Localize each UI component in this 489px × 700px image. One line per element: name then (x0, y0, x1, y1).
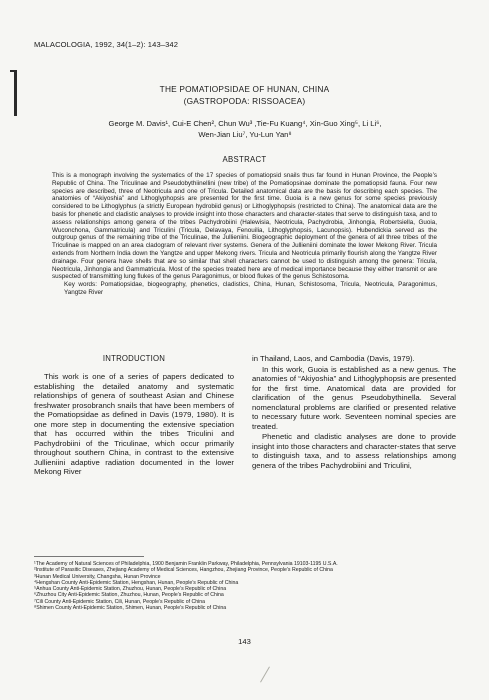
footnote: ⁸Shimen County Anti-Epidemic Station, Shimen, Hunan, People’s Republic of China (34, 605, 227, 612)
intro-paragraph: Phenetic and cladistic analyses are done to provide insight into those characters and character-states that serve to distinguish taxa, and to assess relationships among genera of the tribes Pachydrobiini and Triculini, (252, 432, 456, 470)
author-list (50, 118, 440, 140)
footnote: ⁷Cili County Anti-Epidemic Station, Cili, Hunan, People’s Republic of China (34, 598, 206, 605)
author-line: Wen-Jian Liu⁷, Yu-Lun Yan⁸ (198, 130, 292, 139)
intro-paragraph: In this work, Guoia is established as a new genus. The anatomies of “Akiyoshia” and Lithoglyphopsis are presented for the first time. Anatomical data are provided for clarification of the genus Pseudobythinella. Several nomenclatural problems are clarified or presented relative to necessary future work. Seventeen nominal species are treated. (252, 364, 456, 431)
scan-mark (260, 666, 270, 682)
footnote: ⁶Zhuzhou City Anti-Epidemic Station, Zhuzhou, Hunan, People’s Republic of China (34, 592, 224, 599)
footnote: ¹The Academy of Natural Sciences of Philadelphia, 1900 Benjamin Franklin Parkway, Philadelphia, Pennsylvania 19103-1195 U.S.A. (34, 561, 338, 567)
article-subtitle: (GASTROPODA: RISSOACEA) (183, 96, 306, 106)
footnote-rule (34, 556, 144, 557)
abstract-body (52, 172, 437, 297)
author-line: George M. Davis¹, Cui-E Chen², Chun Wu³ ,Tie-Fu Kuang⁴, Xin-Guo Xing⁵, Li Li⁶, (108, 119, 382, 128)
journal-citation: MALACOLOGIA, 1992, 34(1–2): 143–342 (34, 40, 179, 49)
page-number: 143 (238, 637, 251, 646)
footnote: ³Hunan Medical University, Changsha, Hunan Province (34, 573, 161, 580)
introduction-heading: INTRODUCTION (102, 354, 166, 363)
footnote: ⁴Hengshan County Anti-Epidemic Station, Hengshan, Hunan, People’s Republic of China (34, 579, 239, 586)
intro-paragraph: This work is one of a series of papers dedicated to establishing the detailed anatomy and systematic relationships of genera of southeast Asian and Chinese freshwater prosobranch snails that have been members of the Pomatiopsidae as defined in Davis (1979, 1980). It is one more step in documenting the extensive speciation that has occurred within the tribes Triculini and Pachydrobiini of the Triculinae, which occur primarily throughout southern China, in contrast to the extensive Jullieniini adaptive radiation documented in the lower Mekong River (34, 372, 234, 476)
left-column (34, 372, 234, 477)
footnotes (34, 561, 456, 611)
abstract-paragraph: This is a monograph involving the systematics of the 17 species of pomatiopsid snails thus far found in Hunan Province, the People’s Republic of China. The Triculinae and Pseudobythiinellini (new tribe) of the Pomatiopsinae dominate the pomatiopsid fauna. Four new species are described, three of Neotricula and one of Tricula. Detailed anatomical data are the basis for describing each species. The anatomies of “Akiyoshia” and Lithoglyphopsis are presented for the first time. Guoia is a new genus for some species previously considered to be Lithoglyphus (a strictly European hydrobiid genus) or Lithoglyphopsis (restricted to China). The anatomical data are the basis for phenetic and cladistic analyses to provide insight into those characters and character-states that serve to distinguish taxa, and to assess relationships among genera of the tribes Pachydrobiini (Halewisia, Neotricula, Pachydrobia, Jinhongia, Robertsiella, Guoia, Wuconchona, Gammatricula) and Triculini (Tricula, Delavaya, Fenouilia, Lithoglyphopsis, Lacunopsis). Hubendickia served as the outgroup genus of the remaining tribe of the Triculinae, the Jullieniini. Biogeographic deployment of the genera of all three tribes of the Triculinae is mapped on an area cladogram of relevant river systems. Genera of the Jullieniini dominate the lower Mekong River. Tricula extends from Northern India down the Yangtze and upper Mekong rivers. Tricula and Neotricula primarily flourish along the Yangtze River drainage. Four genera have shells that are so similar that shell characters cannot be used to distinguish among the genera: Tricula, Neotricula, Jinhongia and Gammatricula. Most of the species treated here are of medical importance because they either transmit or are suspected of transmitting lung flukes of the genus Paragonimus, or blood flukes of the genus Schistosoma. (52, 172, 437, 281)
intro-paragraph: in Thailand, Laos, and Cambodia (Davis, 1979). (252, 354, 415, 363)
article-title: THE POMATIOPSIDAE OF HUNAN, CHINA (159, 84, 330, 94)
abstract-heading: ABSTRACT (222, 155, 267, 164)
footnote: ²Institute of Parasitic Diseases, Zhejiang Academy of Medical Sciences, Hangzhou, Zhejiang Province, People’s Republic of China (34, 567, 333, 574)
footnote: ⁵Anhua County Anti-Epidemic Station, Zhuzhou, Hunan, People’s Republic of China (34, 586, 227, 593)
right-column (252, 354, 456, 470)
keywords: Key words: Pomatiopsidae, biogeography, phenetics, cladistics, China, Hunan, Schistosoma, Tricula, Neotricula, Paragonimus, Yangtze River (64, 281, 437, 296)
